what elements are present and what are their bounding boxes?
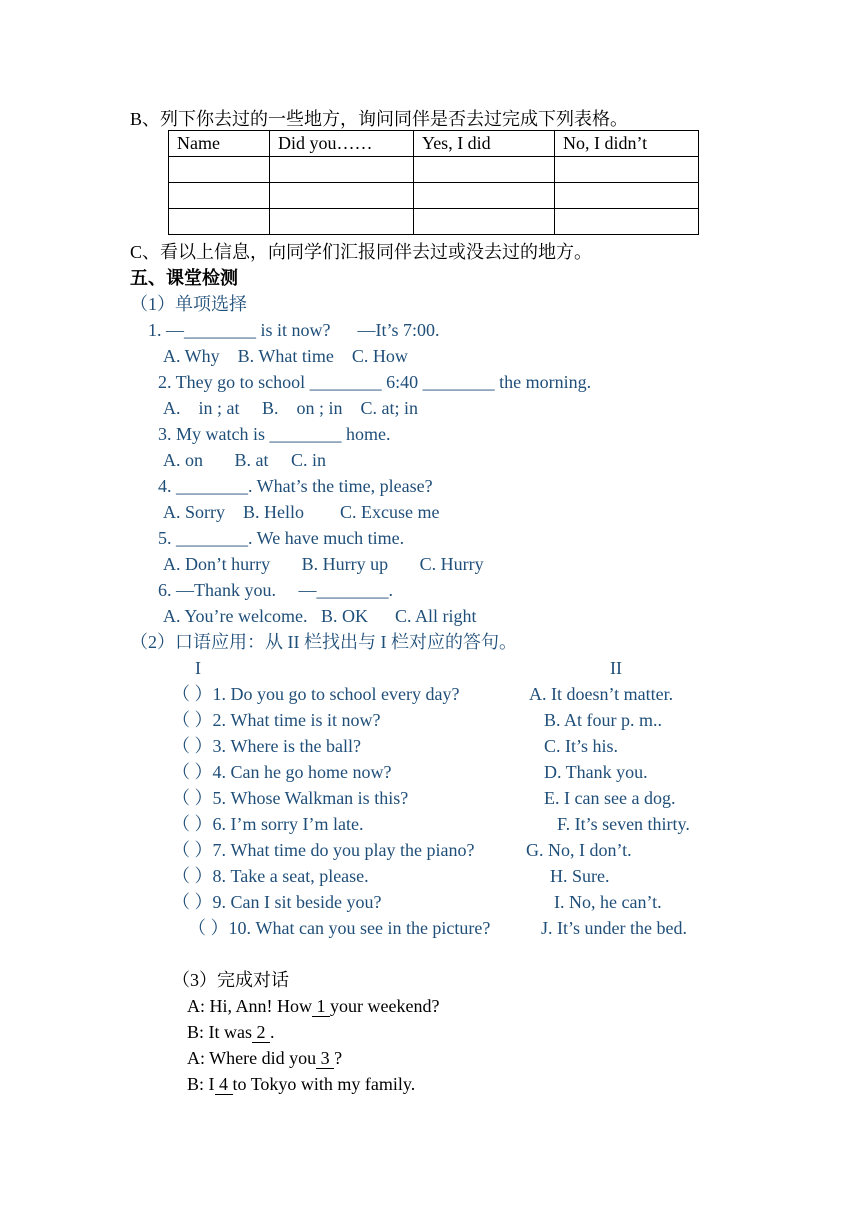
- table-row: [169, 183, 699, 209]
- matching-answer: J. It’s under the bed.: [541, 918, 687, 938]
- dialogue-line: [187, 1020, 275, 1044]
- table-cell[interactable]: [555, 157, 699, 183]
- table-cell[interactable]: [414, 157, 555, 183]
- dialogue-text: B: It was: [187, 1022, 252, 1042]
- dialogue-text: .: [270, 1022, 275, 1042]
- section-b-instruction: B、列下你去过的一些地方，询问同伴是否去过完成下列表格。: [130, 109, 629, 129]
- question-1: 1. —________ is it now? —It’s 7:00.: [148, 320, 440, 340]
- options-6: A. You’re welcome. B. OK C. All right: [163, 606, 477, 626]
- dialogue-line: [187, 1072, 415, 1096]
- matching-question: （ ）6. I’m sorry I’m late.: [172, 814, 364, 834]
- column-i-label: I: [195, 658, 201, 678]
- matching-answer: B. At four p. m..: [544, 710, 663, 730]
- table-cell[interactable]: [169, 157, 270, 183]
- section-5-heading: 五、课堂检测: [130, 268, 238, 288]
- matching-answer: H. Sure.: [550, 866, 610, 886]
- matching-answer: D. Thank you.: [544, 762, 648, 782]
- table-cell[interactable]: [169, 209, 270, 235]
- dialogue-text: A: Where did you: [187, 1048, 317, 1068]
- matching-question: （ ）8. Take a seat, please.: [172, 866, 369, 886]
- dialogue-text: ?: [334, 1048, 343, 1068]
- part2-title: （2）口语应用：从 II 栏找出与 I 栏对应的答句。: [130, 632, 517, 652]
- table-header-no: No, I didn’t: [555, 131, 699, 157]
- matching-answer: I. No, he can’t.: [554, 892, 662, 912]
- dialogue-line: [187, 1046, 342, 1070]
- dialogue-text: A: Hi, Ann! How: [187, 996, 312, 1016]
- question-4: 4. ________. What’s the time, please?: [158, 476, 433, 496]
- options-4: A. Sorry B. Hello C. Excuse me: [163, 502, 440, 522]
- matching-question: （ ）10. What can you see in the picture?: [188, 918, 491, 938]
- matching-answer: F. It’s seven thirty.: [557, 814, 690, 834]
- options-1: A. Why B. What time C. How: [163, 346, 408, 366]
- matching-question: （ ）9. Can I sit beside you?: [172, 892, 382, 912]
- options-5: A. Don’t hurry B. Hurry up C. Hurry: [163, 554, 484, 574]
- table-header-name: Name: [169, 131, 270, 157]
- dialogue-line: [187, 994, 439, 1018]
- matching-question: （ ）5. Whose Walkman is this?: [172, 788, 409, 808]
- places-table: [168, 130, 699, 235]
- question-6: 6. —Thank you. —________.: [158, 580, 393, 600]
- question-2: 2. They go to school ________ 6:40 ________ the morning.: [158, 372, 592, 392]
- section-c-instruction: C、看以上信息，向同学们汇报同伴去过或没去过的地方。: [130, 242, 593, 262]
- options-3: A. on B. at C. in: [163, 450, 327, 470]
- question-5: 5. ________. We have much time.: [158, 528, 405, 548]
- table-cell[interactable]: [169, 183, 270, 209]
- matching-question: （ ）4. Can he go home now?: [172, 762, 392, 782]
- matching-answer: C. It’s his.: [544, 736, 619, 756]
- dialogue-text: your weekend?: [330, 996, 440, 1016]
- dialogue-text: to Tokyo with my family.: [232, 1074, 416, 1094]
- table-header-row: [169, 131, 699, 157]
- table-cell[interactable]: [270, 183, 414, 209]
- table-cell[interactable]: [555, 209, 699, 235]
- table-cell[interactable]: [555, 183, 699, 209]
- matching-answer: G. No, I don’t.: [526, 840, 632, 860]
- column-ii-label: II: [610, 658, 622, 678]
- table-row: [169, 157, 699, 183]
- table-cell[interactable]: [270, 209, 414, 235]
- options-2: A. in ; at B. on ; in C. at; in: [163, 398, 418, 418]
- part1-title: （1）单项选择: [130, 294, 247, 314]
- dialogue-blank[interactable]: 4: [214, 1074, 233, 1094]
- matching-question: （ ）1. Do you go to school every day?: [172, 684, 460, 704]
- table-row: [169, 209, 699, 235]
- part3-title: （3）完成对话: [172, 970, 289, 990]
- dialogue-text: B: I: [187, 1074, 215, 1094]
- matching-answer: A. It doesn’t matter.: [529, 684, 674, 704]
- matching-question: （ ）2. What time is it now?: [172, 710, 381, 730]
- dialogue-blank[interactable]: 2: [252, 1022, 270, 1042]
- matching-question: （ ）3. Where is the ball?: [172, 736, 361, 756]
- matching-answer: E. I can see a dog.: [544, 788, 676, 808]
- table-header-did-you: Did you……: [270, 131, 414, 157]
- dialogue-blank[interactable]: 3: [316, 1048, 335, 1068]
- question-3: 3. My watch is ________ home.: [158, 424, 391, 444]
- table-cell[interactable]: [414, 183, 555, 209]
- table-header-yes: Yes, I did: [414, 131, 555, 157]
- table-cell[interactable]: [414, 209, 555, 235]
- table-cell[interactable]: [270, 157, 414, 183]
- dialogue-blank[interactable]: 1: [312, 996, 330, 1016]
- matching-question: （ ）7. What time do you play the piano?: [172, 840, 475, 860]
